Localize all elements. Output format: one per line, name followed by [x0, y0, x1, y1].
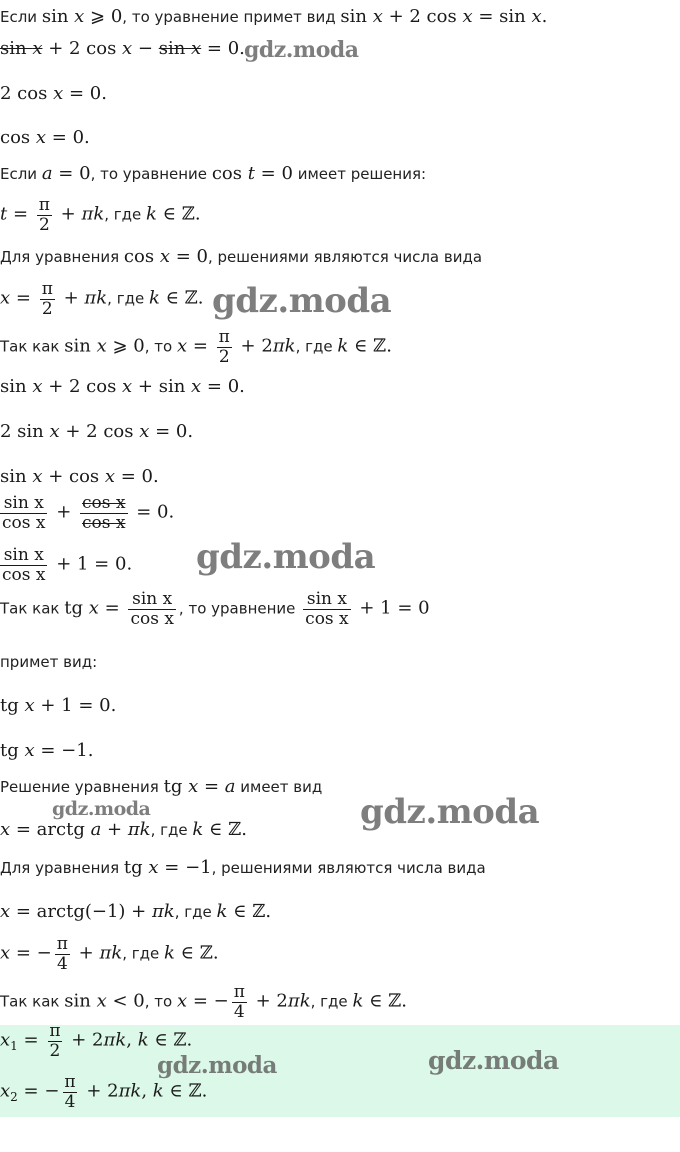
text: Так как	[0, 337, 65, 356]
math: + 1 = 0.	[50, 553, 133, 575]
fraction-numerator: π	[218, 327, 230, 347]
math-var: x	[0, 942, 11, 964]
math: sin	[340, 6, 373, 27]
math: + 2	[249, 990, 288, 1012]
math-var: x	[88, 597, 99, 619]
math-var: t	[0, 203, 8, 225]
math: ∈ ℤ.	[363, 990, 407, 1012]
math-var: x	[0, 819, 11, 840]
line-12	[0, 468, 159, 486]
fraction-denominator: 4	[233, 1001, 245, 1022]
math: = arctg	[10, 819, 91, 840]
text: , то уравнение	[178, 599, 301, 618]
math-var: πk	[84, 287, 108, 309]
math-var: x	[74, 6, 85, 27]
fraction	[217, 328, 232, 366]
math: +	[54, 203, 82, 225]
math-var: x	[35, 127, 47, 148]
math: ∈ ℤ.	[174, 942, 219, 964]
math-var: x	[53, 83, 64, 104]
math: = 0	[52, 163, 91, 184]
fraction-denominator: cos x	[2, 564, 46, 585]
watermark-gdz-moda: gdz.moda	[157, 1052, 277, 1079]
line-23	[0, 935, 219, 973]
text: Так как	[0, 992, 65, 1011]
math: < 0	[106, 990, 145, 1012]
math: =	[98, 597, 126, 619]
fraction-numerator: sin x	[132, 589, 173, 609]
text: Если	[0, 165, 42, 183]
math-var: k	[216, 901, 228, 922]
line-7	[0, 248, 482, 266]
fraction-denominator: 4	[56, 953, 68, 974]
math-var: x	[96, 990, 107, 1012]
line-9	[0, 328, 392, 366]
math: ∈ ℤ.	[163, 1080, 208, 1102]
math-var: x	[96, 335, 107, 357]
math: + 2 cos	[42, 376, 123, 397]
math-var: x	[104, 466, 116, 487]
math: + 2	[80, 1080, 119, 1102]
math-var: x	[122, 376, 133, 397]
struck-term	[0, 39, 42, 58]
fraction	[303, 590, 350, 628]
math-var: k	[337, 335, 349, 357]
text: , где	[310, 992, 353, 1011]
math: tg	[0, 695, 25, 716]
line-24	[0, 983, 407, 1021]
math-var: k	[164, 942, 175, 964]
math: = 0.	[115, 466, 159, 487]
math-var: πk	[99, 942, 123, 964]
math: ∈ ℤ.	[227, 901, 272, 922]
text: Так как	[0, 599, 65, 618]
math-var: x	[176, 990, 188, 1012]
math-var: k	[146, 203, 157, 225]
text: , где	[295, 337, 338, 356]
fraction	[128, 590, 175, 628]
math-var: t	[247, 163, 255, 184]
math: 2 cos	[0, 83, 54, 104]
watermark-gdz-moda: gdz.moda	[52, 798, 151, 820]
math: ∈ ℤ.	[156, 203, 201, 225]
math: 2 sin	[0, 421, 50, 442]
math-var: x	[0, 901, 11, 922]
fraction-numerator: π	[41, 279, 53, 299]
fraction-denominator: cos x	[82, 512, 126, 533]
line-19	[0, 778, 322, 796]
text: Решение уравнения	[0, 778, 164, 796]
fraction-denominator: cos x	[305, 608, 349, 629]
line-11	[0, 423, 193, 441]
math: = arctg(−1) +	[10, 901, 152, 922]
text: , то уравнение примет вид	[122, 8, 341, 26]
line-14	[0, 546, 132, 590]
math: = 0.	[63, 83, 107, 104]
math-var: x	[372, 6, 383, 27]
math: = 0.	[149, 421, 194, 442]
math: = 0.	[201, 38, 245, 59]
math: =	[17, 1029, 45, 1051]
fraction	[232, 983, 247, 1021]
line-15	[0, 590, 430, 628]
text: примет вид:	[0, 653, 98, 671]
math-var: x	[32, 376, 43, 397]
fraction-denominator: 2	[49, 1040, 61, 1061]
math-var: x	[462, 6, 473, 27]
math: + 2 cos	[42, 38, 123, 59]
text: Для уравнения	[0, 248, 124, 266]
math: = 0.	[201, 376, 245, 397]
text: , решениями являются числа вида	[207, 248, 483, 266]
math-var: x	[188, 776, 199, 797]
math-var: x	[24, 695, 35, 716]
fraction	[0, 494, 47, 532]
math-var: πk	[272, 335, 296, 357]
fraction-denominator: cos x	[130, 608, 174, 629]
fraction	[62, 1073, 77, 1111]
math-var: k	[192, 819, 204, 840]
math: −	[132, 38, 159, 59]
math: tg	[0, 740, 25, 761]
math: sin	[64, 335, 97, 357]
fraction	[40, 280, 55, 318]
math: .	[541, 6, 548, 27]
math: ∈ ℤ.	[148, 1029, 193, 1051]
text: , решениями являются числа вида	[211, 859, 486, 877]
fraction	[80, 494, 127, 532]
math: + 2 cos	[382, 6, 463, 27]
math: ∈ ℤ.	[203, 819, 247, 840]
math-var: πk	[118, 1080, 142, 1102]
math: + 2	[234, 335, 273, 357]
text: Для уравнения	[0, 859, 124, 877]
math: ∈ ℤ.	[159, 287, 204, 309]
watermark-gdz-moda: gdz.moda	[428, 1046, 559, 1075]
math: tg	[64, 597, 89, 619]
text: , то	[144, 992, 177, 1011]
math-var: x	[0, 1080, 11, 1102]
watermark-gdz-moda: gdz.moda	[360, 792, 540, 832]
math: = −	[17, 1080, 60, 1102]
line-13	[0, 494, 174, 532]
line-17	[0, 697, 116, 715]
math: cos	[211, 163, 248, 184]
watermark-gdz-moda: gdz.moda	[196, 537, 376, 577]
fraction	[37, 196, 52, 234]
math: sin	[0, 38, 33, 59]
math: =	[187, 335, 214, 357]
text: имеет решения:	[292, 165, 427, 183]
text: имеет вид	[235, 778, 323, 796]
math: = −1	[158, 857, 212, 878]
fraction-numerator: sin x	[3, 546, 44, 565]
math: = −	[10, 942, 52, 964]
line-22	[0, 903, 271, 921]
math: + 2 cos	[59, 421, 140, 442]
math: = 0.	[46, 127, 90, 148]
fraction-numerator: π	[56, 934, 68, 954]
math: +	[57, 287, 85, 309]
math-var: x	[49, 421, 60, 442]
math: ∈ ℤ.	[348, 335, 392, 357]
line-5	[0, 165, 426, 183]
math: ,	[141, 1080, 153, 1102]
math: = −	[187, 990, 229, 1012]
math: ⩾ 0	[84, 6, 123, 27]
text: , где	[107, 289, 149, 308]
math-var: x	[139, 421, 150, 442]
fraction-numerator: sin x	[306, 589, 347, 609]
math-var: x	[159, 246, 170, 267]
math: = sin	[472, 6, 532, 27]
fraction-denominator: cos x	[2, 512, 46, 533]
math-var: x	[0, 1029, 11, 1051]
text: , где	[104, 205, 147, 224]
math: =	[7, 203, 34, 225]
math-var: x	[148, 857, 159, 878]
math: tg	[163, 776, 189, 797]
math: tg	[123, 857, 149, 878]
math: + 1 = 0.	[34, 695, 117, 716]
math: sin	[0, 466, 33, 487]
subscript: 1	[10, 1038, 18, 1053]
math-var: πk	[81, 203, 105, 225]
math-var: x	[32, 38, 43, 59]
math: + 1 = 0	[353, 597, 430, 619]
text: , где	[150, 821, 193, 839]
math-var: πk	[287, 990, 311, 1012]
math-var: a	[224, 776, 236, 797]
math: =	[198, 776, 225, 797]
math-var: k	[137, 1029, 149, 1051]
math-var: a	[41, 163, 53, 184]
math-var: πk	[127, 819, 151, 840]
line-21	[0, 859, 486, 877]
math: cos	[123, 246, 160, 267]
math: + cos	[42, 466, 105, 487]
math-var: x	[24, 740, 35, 761]
fraction-numerator: π	[38, 195, 50, 215]
math: sin	[41, 6, 75, 27]
math: ,	[126, 1029, 138, 1051]
line-20	[0, 821, 247, 839]
math: =	[10, 287, 37, 309]
math: sin	[158, 38, 192, 59]
line-16	[0, 654, 97, 670]
math-var: x	[191, 38, 202, 59]
watermark-gdz-moda: gdz.moda	[244, 37, 359, 63]
line-18	[0, 742, 93, 760]
fraction-denominator: 2	[41, 298, 53, 319]
line-1	[0, 8, 547, 26]
text: , то	[144, 337, 177, 356]
math: sin	[0, 376, 33, 397]
text: , где	[122, 944, 165, 963]
math-var: πk	[103, 1029, 127, 1051]
math-var: x	[32, 466, 43, 487]
math-var: k	[352, 990, 364, 1012]
math-var: x	[531, 6, 542, 27]
math-var: k	[152, 1080, 164, 1102]
line-4	[0, 129, 90, 147]
line-8	[0, 280, 204, 318]
math-var: x	[122, 38, 133, 59]
math: = −1.	[34, 740, 94, 761]
math-var: x	[176, 335, 188, 357]
math: +	[72, 942, 100, 964]
math-var: k	[148, 287, 160, 309]
fraction-denominator: 2	[38, 214, 50, 235]
math-var: x	[191, 376, 202, 397]
math-var: x	[0, 287, 11, 309]
text: Если	[0, 8, 42, 26]
line-10	[0, 378, 245, 396]
text: , то уравнение	[90, 165, 212, 183]
math: ⩾ 0	[106, 335, 145, 357]
watermark-gdz-moda: gdz.moda	[212, 281, 392, 321]
math: cos	[0, 127, 36, 148]
math: +	[50, 501, 78, 523]
line-2	[0, 40, 245, 58]
math: +	[101, 819, 128, 840]
fraction	[47, 1022, 62, 1060]
fraction	[55, 935, 70, 973]
math: = 0.	[130, 501, 175, 523]
fraction-numerator: π	[233, 982, 245, 1002]
math-var: a	[90, 819, 102, 840]
text: , где	[174, 903, 217, 921]
fraction-denominator: 2	[218, 346, 230, 367]
line-6	[0, 196, 201, 234]
math: = 0	[254, 163, 293, 184]
struck-term	[159, 39, 201, 58]
fraction-numerator: sin x	[3, 493, 44, 513]
math-var: πk	[151, 901, 175, 922]
line-3	[0, 85, 107, 103]
math: sin	[64, 990, 97, 1012]
fraction-numerator: π	[49, 1021, 61, 1041]
fraction-numerator: π	[64, 1072, 76, 1092]
math: + 2	[65, 1029, 104, 1051]
fraction-denominator: 4	[64, 1091, 76, 1112]
fraction	[0, 546, 47, 584]
math: = 0	[169, 246, 208, 267]
math: + sin	[132, 376, 192, 397]
subscript: 2	[10, 1089, 18, 1104]
fraction-numerator: cos x	[82, 493, 126, 513]
